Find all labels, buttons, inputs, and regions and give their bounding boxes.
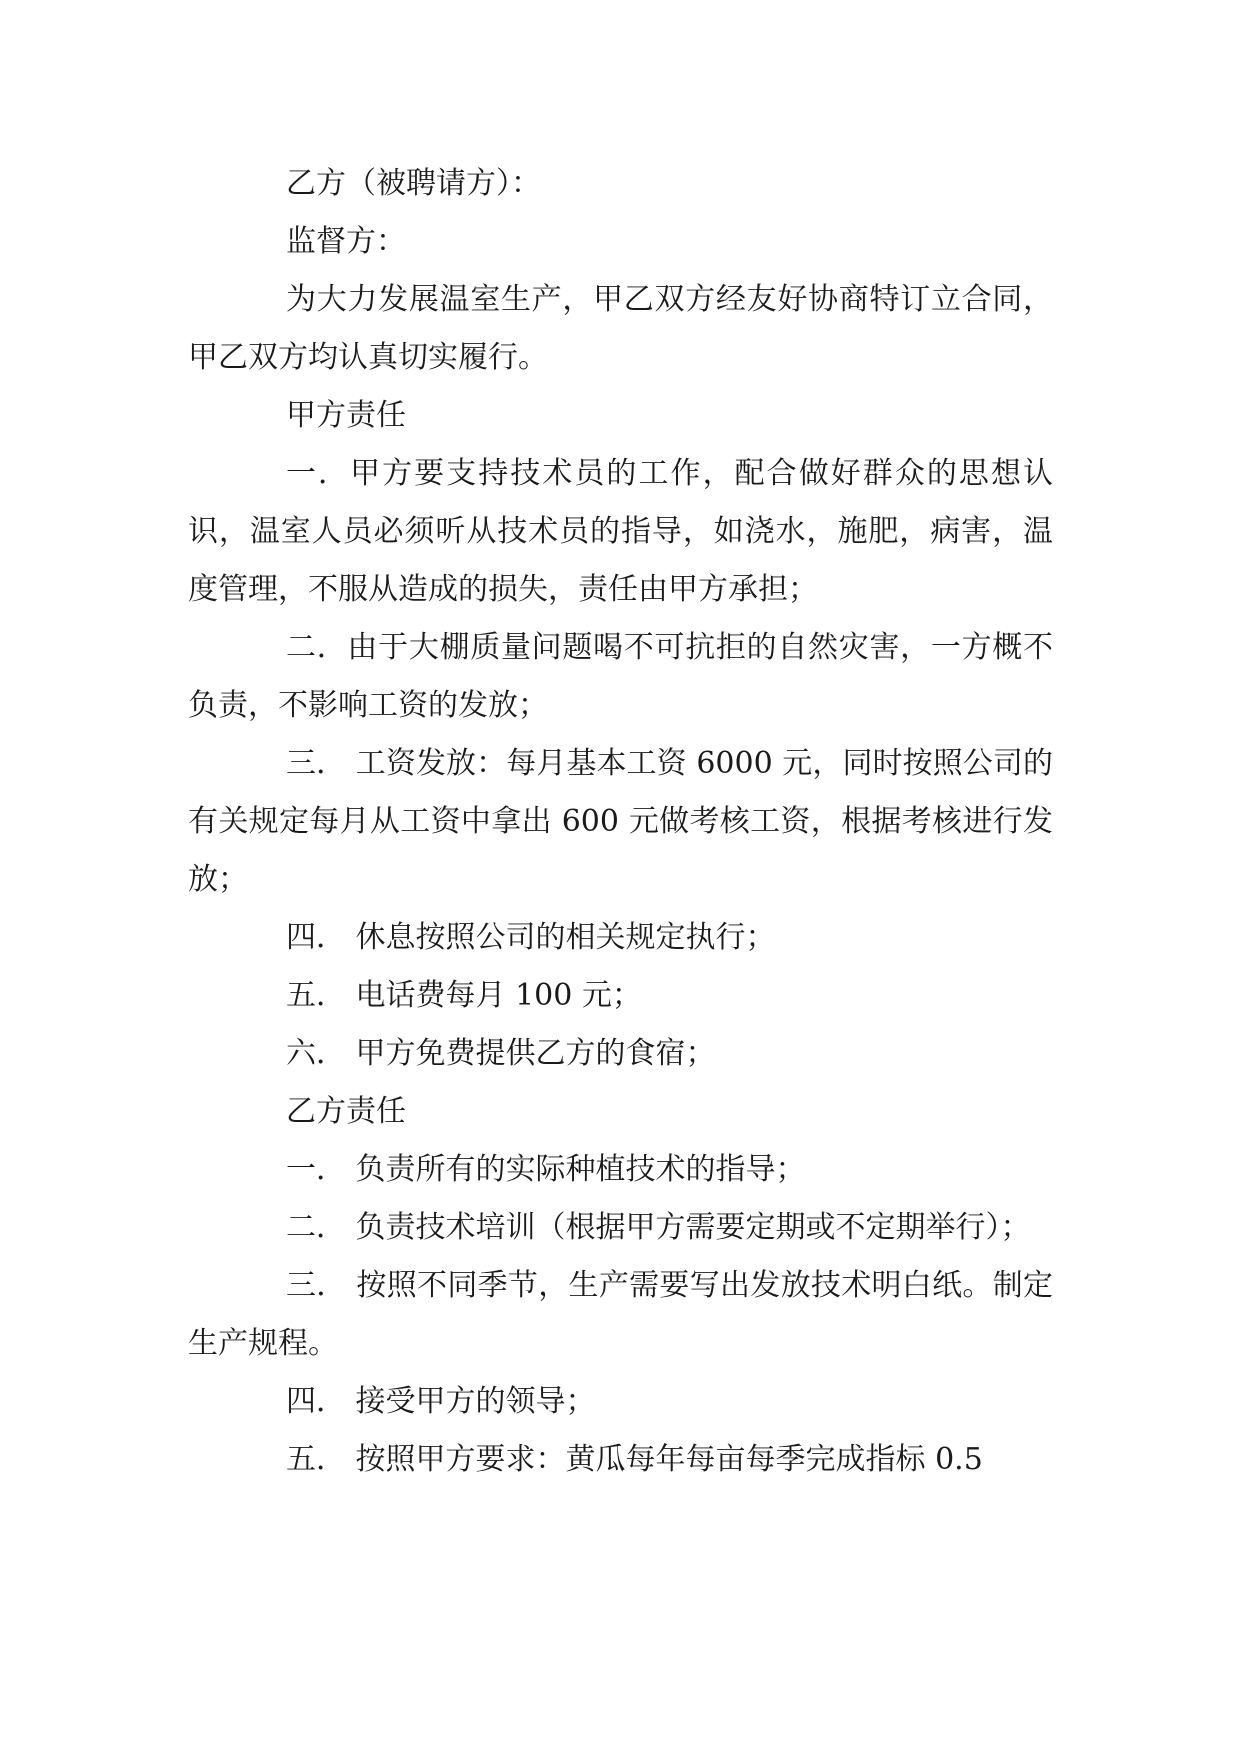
party-a-clause-3: 三． 工资发放：每月基本工资 6000 元，同时按照公司的有关规定每月从工资中拿出 600 元做考核工资，根据考核进行发放；	[188, 746, 1053, 897]
party-b-clause-4: 四． 接受甲方的领导；	[286, 1384, 596, 1419]
party-b-clause-3: 三． 按照不同季节，生产需要写出发放技术明白纸。制定生产规程。	[188, 1268, 1053, 1361]
party-b-responsibility-heading: 乙方责任	[286, 1094, 406, 1129]
party-b-clause-1: 一． 负责所有的实际种植技术的指导；	[286, 1152, 806, 1187]
party-a-clause-5: 五． 电话费每月 100 元；	[286, 978, 642, 1013]
party-b-clause-5: 五． 按照甲方要求：黄瓜每年每亩每季完成指标 0.5	[286, 1442, 983, 1477]
party-a-clause-6: 六． 甲方免费提供乙方的食宿；	[286, 1036, 716, 1071]
document-body	[188, 155, 1053, 1489]
contract-purpose-paragraph: 为大力发展温室生产，甲乙双方经友好协商特订立合同，甲乙双方均认真切实履行。	[188, 282, 1053, 375]
party-a-clause-2: 二．由于大棚质量问题喝不可抗拒的自然灾害，一方概不负责，不影响工资的发放；	[188, 630, 1053, 723]
party-a-clause-4: 四． 休息按照公司的相关规定执行；	[286, 920, 776, 955]
party-b-line: 乙方（被聘请方）：	[286, 166, 541, 201]
party-a-responsibility-heading: 甲方责任	[286, 398, 406, 433]
supervisor-line: 监督方：	[286, 224, 406, 259]
party-b-clause-2: 二． 负责技术培训（根据甲方需要定期或不定期举行）；	[286, 1210, 1031, 1245]
party-a-clause-1: 一．甲方要支持技术员的工作，配合做好群众的思想认识，温室人员必须听从技术员的指导，如浇水，施肥，病害，温度管理，不服从造成的损失，责任由甲方承担；	[188, 456, 1053, 607]
